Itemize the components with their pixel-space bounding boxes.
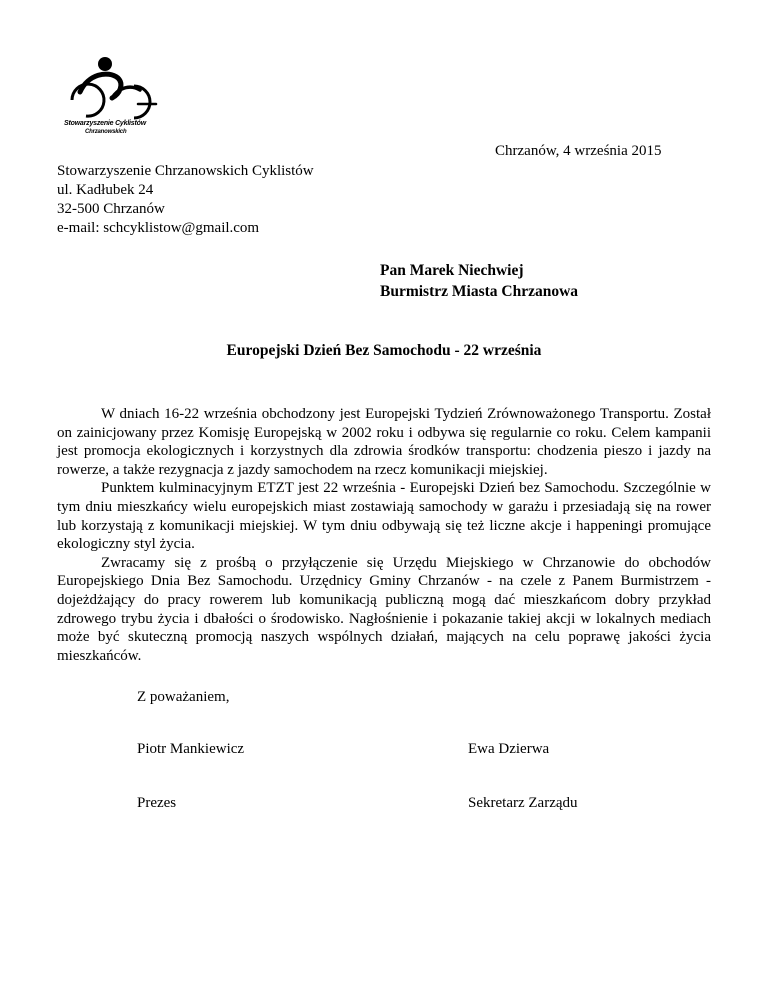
recipient-name: Pan Marek Niechwiej bbox=[380, 262, 524, 279]
signature-right-role: Sekretarz Zarządu bbox=[468, 795, 578, 811]
letter-date: Chrzanów, 4 września 2015 bbox=[495, 143, 662, 159]
body-paragraph-2: Punktem kulminacyjnym ETZT jest 22 września - Europejski Dzień bez Samochodu. Szczególnie w tym dniu mieszkańcy wielu europejskich miast zostawiają samochody w garażu i przesiadają się na rower lub korzystają z komunikacji miejskiej. W tym dniu odbywają się też liczne akcje i happeningi promujące ekologiczny styl życia. bbox=[57, 480, 711, 553]
recipient-block bbox=[380, 260, 578, 302]
recipient-title: Burmistrz Miasta Chrzanowa bbox=[380, 283, 579, 300]
sender-street: ul. Kadłubek 24 bbox=[57, 182, 154, 198]
signature-right-name: Ewa Dzierwa bbox=[468, 741, 550, 757]
cyclist-logo-icon bbox=[60, 52, 170, 122]
sender-email: e-mail: schcyklistow@gmail.com bbox=[57, 220, 260, 236]
sender-name: Stowarzyszenie Chrzanowskich Cyklistów bbox=[57, 163, 314, 179]
signature-left-name: Piotr Mankiewicz bbox=[137, 741, 245, 757]
sender-address bbox=[57, 162, 314, 238]
closing-salutation: Z poważaniem, bbox=[137, 689, 230, 705]
sender-city: 32-500 Chrzanów bbox=[57, 201, 165, 217]
logo-text-line2: Chrzanowskich bbox=[85, 129, 127, 135]
association-logo bbox=[60, 52, 170, 144]
letter-subject: Europejski Dzień Bez Samochodu - 22 września bbox=[226, 342, 542, 359]
body-paragraph-1: W dniach 16-22 września obchodzony jest Europejski Tydzień Zrównoważonego Transportu. Został on zainicjowany przez Komisję Europejską w 2002 roku i odbywa się regularnie co roku. Celem kampanii jest promocja ekologicznych i korzystnych dla zdrowia środków transportu: chodzenia pieszo i jazdy na rowerze, a także rezygnacja z jazdy samochodem na rzecz komunikacji miejskiej. bbox=[57, 406, 711, 478]
body-paragraph-3: Zwracamy się z prośbą o przyłączenie się Urzędu Miejskiego w Chrzanowie do obchodów Europejskiego Dnia Bez Samochodu. Urzędnicy Gminy Chrzanów - na czele z Panem Burmistrzem - dojeżdżający do pracy rowerem lub komunikacją publiczną mogą dać mieszkańcom dobry przykład zdrowego trybu życia i dbałości o środowisko. Nagłośnienie i pokazanie takiej akcji w lokalnych mediach może być skuteczną promocją naszych wspólnych działań, mających na celu poprawę jakości życia mieszkańców. bbox=[57, 554, 711, 664]
signature-left-role: Prezes bbox=[137, 795, 177, 811]
letter-body bbox=[57, 405, 711, 665]
logo-text-line1: Stowarzyszenie Cyklistów bbox=[64, 120, 146, 127]
